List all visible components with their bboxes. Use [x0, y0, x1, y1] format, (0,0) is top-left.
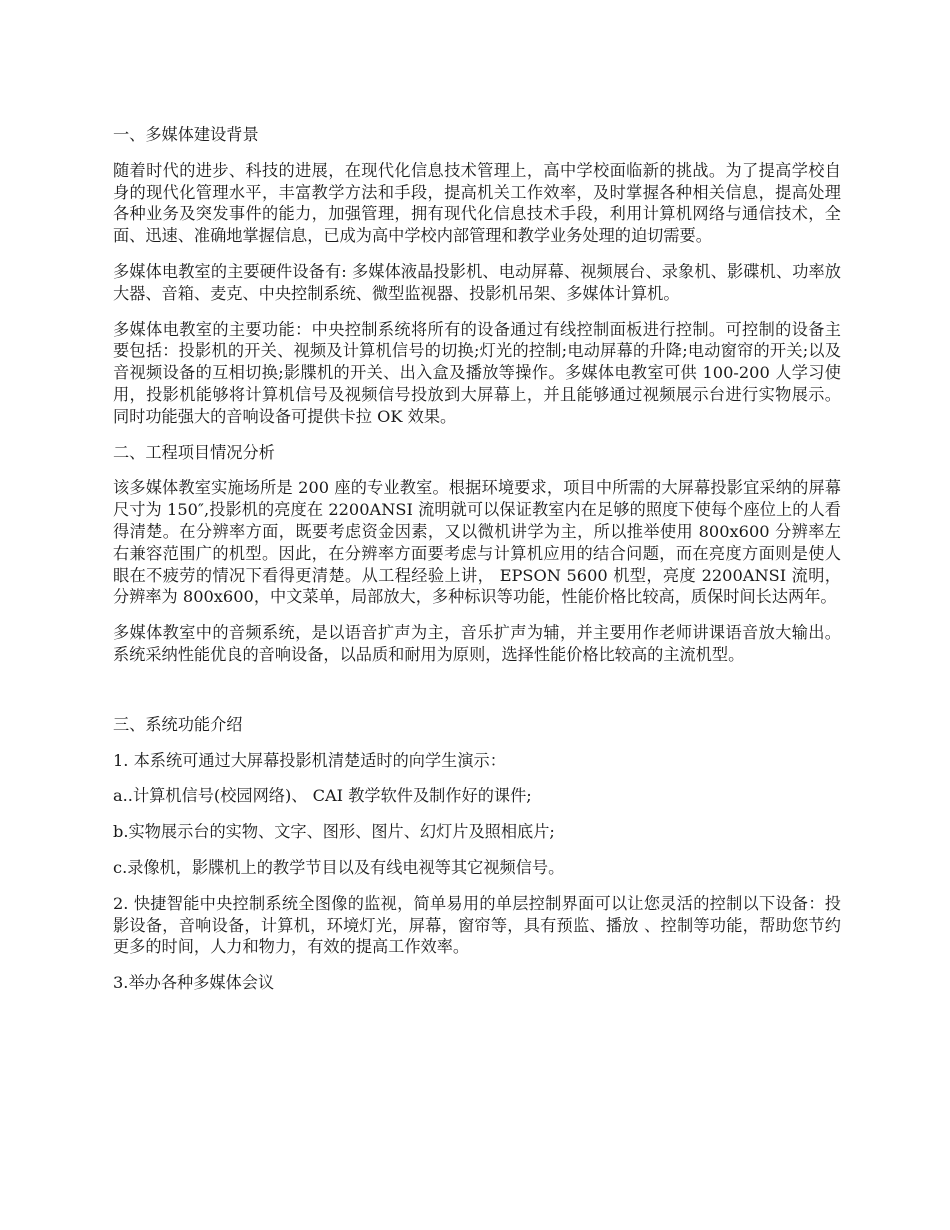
list-item-c: c.录像机，影牒机上的教学节目以及有线电视等其它视频信号。: [113, 857, 565, 877]
section-heading-analysis: 二、工程项目情况分析: [113, 442, 275, 462]
list-item-demo: 1. 本系统可通过大屏幕投影机清楚适时的向学生演示：: [113, 750, 506, 770]
paragraph-functions: 多媒体电教室的主要功能：中央控制系统将所有的设备通过有线控制面板进行控制。可控制的设备主要包括：投影机的开关、视频及计算机信号的切换;灯光的控制;电动屏幕的升降;电动窗帘的开关;以及音视频设备的互相切换;影牒机的开关、出入盒及播放等操作。多媒体电教室可供 100-200 人学习使用，投影机能够将计算机信号及视频信号投放到大屏幕上，并且能够通过视频展示台进行实物展示。同时功能强大的音响设备可提供卡拉 OK 效果。: [113, 319, 841, 426]
list-item-b: b.实物展示台的实物、文字、图形、图片、幻灯片及照相底片;: [113, 822, 555, 842]
list-item-meetings: 3.举办各种多媒体会议: [113, 973, 275, 993]
paragraph-audio-system: 多媒体教室中的音频系统，是以语音扩声为主，音乐扩声为辅，并主要用作老师讲课语音放大输出。系统采纳性能优良的音响设备，以品质和耐用为原则，选择性能价格比较高的主流机型。: [113, 623, 841, 664]
section-heading-background: 一、多媒体建设背景: [113, 125, 259, 144]
paragraph-background: 随着时代的进步、科技的进展，在现代化信息技术管理上，高中学校面临新的挑战。为了提高学校自身的现代化管理水平，丰富教学方法和手段，提高机关工作效率，及时掌握各种相关信息，提高处理各种业务及突发事件的能力，加强管理，拥有现代化信息技术手段，利用计算机网络与通信技术，全面、迅速、准确地掌握信息，已成为高中学校内部管理和教学业务处理的迫切需要。: [113, 160, 841, 246]
list-item-control: 2. 快捷智能中央控制系统全图像的监视，简单易用的单层控制界面可以让您灵活的控制以下设备：投影设备，音响设备，计算机，环境灯光，屏幕，窗帘等，具有预监、播放 、控制等功能，帮助您节约更多的时间，人力和物力，有效的提高工作效率。: [113, 893, 841, 957]
section-spacer: [113, 680, 841, 714]
paragraph-hardware: 多媒体电教室的主要硬件设备有: 多媒体液晶投影机、电动屏幕、视频展台、录象机、影碟机、功率放大器、音箱、麦克、中央控制系统、微型监视器、投影机吊架、多媒体计算机。: [113, 261, 841, 303]
section-heading-features: 三、系统功能介绍: [113, 714, 243, 734]
list-item-a: a..计算机信号(校园网络)、 CAI 教学软件及制作好的课件;: [113, 786, 532, 806]
paragraph-projector-analysis: 该多媒体教室实施场所是 200 座的专业教室。根据环境要求，项目中所需的大屏幕投影宜采纳的屏幕尺寸为 150″,投影机的亮度在 2200ANSI 流明就可以保证教室内在足够的照度下使每个座位上的人看得清楚。在分辨率方面，既要考虑资金因素，又以微机讲学为主，所以推举使用 800x600 分辨率左右兼容范围广的机型。因此，在分辨率方面要考虑与计算机应用的结合问题，而在亮度方面则是使人眼在不疲劳的情况下看得更清楚。从工程经验上讲， EPSON 5600 机型，亮度 2200ANSI 流明，分辨率为 800x600，中文菜单，局部放大，多种标识等功能，性能价格比较高，质保时间长达两年。: [113, 478, 841, 607]
document-page: [113, 124, 841, 1008]
